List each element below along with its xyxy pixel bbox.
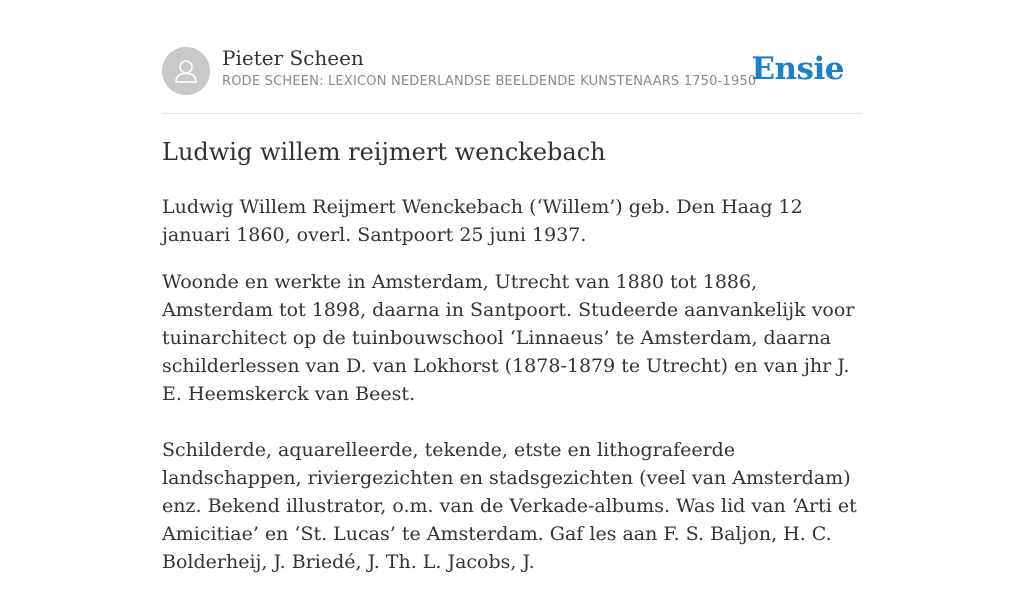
ensie-logo[interactable]: Ensie <box>751 51 844 87</box>
article-paragraph: Schilderde, aquarelleerde, tekende, etste en lithografeerde landschappen, riviergezichten en stadsgezichten (veel van Amsterdam) enz. Bekend illustrator, o.m. van de Verkade-albums. Was lid van ‘Arti et Amicitiae’ en ‘St. Lucas’ te Amsterdam. Gaf les aan F. S. Baljon, H. C. Bolderheij, J. Briedé, J. Th. L. Jacobs, J. <box>162 439 857 573</box>
user-avatar-icon[interactable] <box>162 47 210 95</box>
article-body <box>162 135 862 595</box>
article-paragraph: Woonde en werkte in Amsterdam, Utrecht van 1880 tot 1886, Amsterdam tot 1898, daarna in Santpoort. Studeerde aanvankelijk voor tuinarchitect op de tuinbouwschool ‘Linnaeus’ te Amsterdam, daarna schilderlessen van D. van Lokhorst (1878-1879 te Utrecht) en van jhr J. E. Heemskerck van Beest. <box>162 271 855 405</box>
source-title[interactable]: RODE SCHEEN: LEXICON NEDERLANDSE BEELDENDE KUNSTENAARS 1750-1950 <box>222 74 757 89</box>
article-title: Ludwig willem reijmert wenckebach <box>162 138 606 166</box>
header-divider <box>162 113 862 114</box>
article-paragraph: Ludwig Willem Reijmert Wenckebach (‘Willem’) geb. Den Haag 12 januari 1860, overl. Santpoort 25 juni 1937. <box>162 196 803 246</box>
article-header <box>162 46 862 96</box>
person-icon <box>162 47 210 95</box>
author-name[interactable]: Pieter Scheen <box>222 46 364 70</box>
